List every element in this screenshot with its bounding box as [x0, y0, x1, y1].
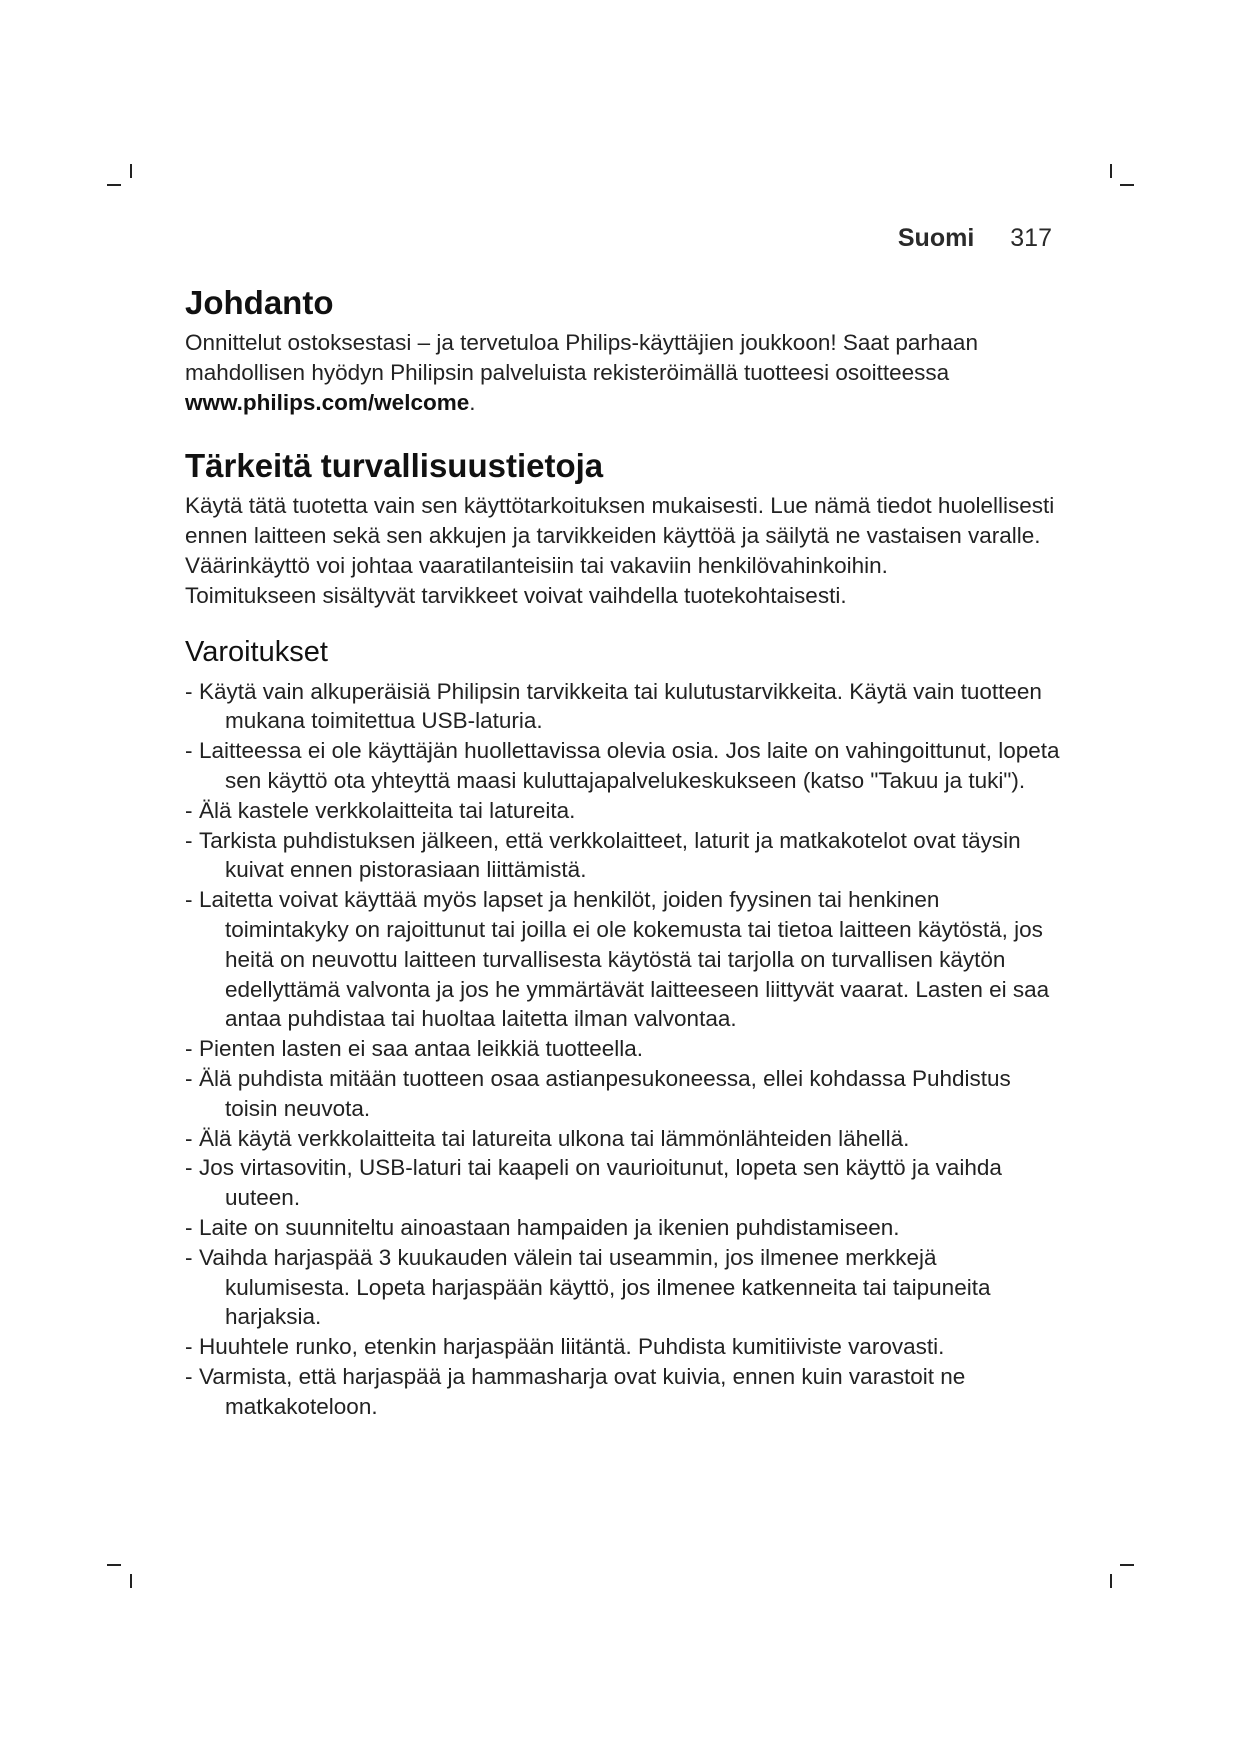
- crop-mark-top-right-v: [1110, 164, 1112, 178]
- intro-text-end: .: [469, 389, 476, 415]
- warning-text: Käytä vain alkuperäisiä Philipsin tarvikkeita tai kulutustarvikkeita. Käytä vain tuotteen mukana toimitettua USB-laturia.: [199, 678, 1042, 734]
- list-item: [185, 796, 1065, 826]
- dash-bullet: -: [185, 1363, 193, 1389]
- dash-bullet: -: [185, 1334, 193, 1360]
- dash-bullet: -: [185, 1214, 193, 1240]
- dash-bullet: -: [185, 827, 193, 853]
- safety-heading: Tärkeitä turvallisuustietoja: [185, 447, 604, 485]
- list-item: [185, 1243, 1065, 1332]
- intro-heading: Johdanto: [185, 284, 334, 321]
- warning-text: Jos virtasovitin, USB-laturi tai kaapeli on vaurioitunut, lopeta sen käyttö ja vaihda uuteen.: [199, 1155, 1002, 1211]
- warning-text: Huuhtele runko, etenkin harjaspään liitäntä. Puhdista kumitiiviste varovasti.: [199, 1334, 945, 1360]
- dash-bullet: -: [185, 738, 193, 764]
- dash-bullet: -: [185, 1125, 193, 1151]
- crop-mark-bottom-right-v: [1110, 1574, 1112, 1588]
- list-item: [185, 1332, 1065, 1362]
- safety-paragraph-2: Toimitukseen sisältyvät tarvikkeet voivat vaihdella tuotekohtaisesti.: [185, 582, 847, 608]
- dash-bullet: -: [185, 887, 193, 913]
- warning-text: Tarkista puhdistuksen jälkeen, että verkkolaitteet, laturit ja matkakotelot ovat täysin kuivat ennen pistorasiaan liittämistä.: [199, 827, 1021, 883]
- warning-text: Älä käytä verkkolaitteita tai latureita ulkona tai lämmönlähteiden lähellä.: [199, 1125, 910, 1151]
- list-item: [185, 736, 1065, 796]
- warning-text: Pienten lasten ei saa antaa leikkiä tuotteella.: [199, 1036, 644, 1062]
- dash-bullet: -: [185, 797, 193, 823]
- warnings-section: [185, 633, 1065, 1422]
- running-head: [600, 224, 1052, 253]
- warnings-list: [185, 677, 1065, 1422]
- welcome-link[interactable]: www.philips.com/welcome: [185, 389, 470, 415]
- list-item: [185, 1213, 1065, 1243]
- dash-bullet: -: [185, 1065, 193, 1091]
- warning-text: Älä kastele verkkolaitteita tai latureita.: [199, 797, 576, 823]
- list-item: [185, 885, 1065, 1034]
- list-item: [185, 826, 1065, 886]
- warning-text: Vaihda harjaspää 3 kuukauden välein tai useammin, jos ilmenee merkkejä kulumisesta. Lopeta harjaspään käyttö, jos ilmenee katkenneita tai taipuneita harjaksia.: [199, 1244, 991, 1330]
- list-item: [185, 1034, 1065, 1064]
- dash-bullet: -: [185, 678, 193, 704]
- warning-text: Varmista, että harjaspää ja hammasharja ovat kuivia, ennen kuin varastoit ne matkakoteloon.: [199, 1363, 966, 1419]
- list-item: [185, 1124, 1065, 1154]
- crop-mark-bottom-left-v: [130, 1574, 132, 1588]
- safety-section: [185, 445, 1065, 610]
- warning-text: Laite on suunniteltu ainoastaan hampaiden ja ikenien puhdistamiseen.: [199, 1214, 900, 1240]
- crop-mark-top-left-h: [107, 184, 121, 186]
- page-number: 317: [1010, 224, 1052, 252]
- intro-paragraph: [185, 328, 1065, 417]
- crop-mark-bottom-right-h: [1120, 1564, 1134, 1566]
- language-label: Suomi: [897, 224, 975, 252]
- dash-bullet: -: [185, 1036, 193, 1062]
- safety-paragraph-1: Käytä tätä tuotetta vain sen käyttötarkoituksen mukaisesti. Lue nämä tiedot huolellisesti ennen laitteen sekä sen akkujen ja tarvikkeiden käyttöä ja säilytä ne vastaisen varalle. Väärinkäyttö voi johtaa vaaratilanteisiin tai vakaviin henkilövahinkoihin.: [185, 493, 1055, 578]
- list-item: [185, 1064, 1065, 1124]
- intro-text: Onnittelut ostoksestasi – ja tervetuloa Philips-käyttäjien joukkoon! Saat parhaan mahdollisen hyödyn Philipsin palveluista rekisteröimällä tuotteesi osoitteessa: [185, 330, 978, 385]
- warnings-heading: Varoitukset: [185, 635, 328, 668]
- page-content: [185, 282, 1065, 1422]
- list-item: [185, 1362, 1065, 1422]
- warning-text: Laitteessa ei ole käyttäjän huollettavissa olevia osia. Jos laite on vahingoittunut, lopeta sen käyttö ota yhteyttä maasi kuluttajapalvelukeskukseen (katso "Takuu ja tuki").: [199, 738, 1060, 793]
- dash-bullet: -: [185, 1155, 193, 1181]
- warning-text: Älä puhdista mitään tuotteen osaa astianpesukoneessa, ellei kohdassa Puhdistus toisin neuvota.: [199, 1065, 1011, 1121]
- intro-section: [185, 282, 1065, 417]
- crop-mark-top-left-v: [130, 164, 132, 178]
- crop-mark-top-right-h: [1120, 184, 1134, 186]
- crop-mark-bottom-left-h: [107, 1564, 121, 1566]
- dash-bullet: -: [185, 1244, 193, 1270]
- list-item: [185, 1153, 1065, 1213]
- list-item: [185, 677, 1065, 737]
- warning-text: Laitetta voivat käyttää myös lapset ja henkilöt, joiden fyysinen tai henkinen toimintakyky on rajoittunut tai joilla ei ole kokemusta tai tietoa laitteen käytöstä, jos heitä on neuvottu laitteen turvallisesta käytöstä tai tarjolla on turvallisen käytön edellyttämä valvonta ja jos he ymmärtävät laitteeseen liittyvät vaarat. Lasten ei saa antaa puhdistaa tai huoltaa laitetta ilman valvontaa.: [199, 887, 1050, 1032]
